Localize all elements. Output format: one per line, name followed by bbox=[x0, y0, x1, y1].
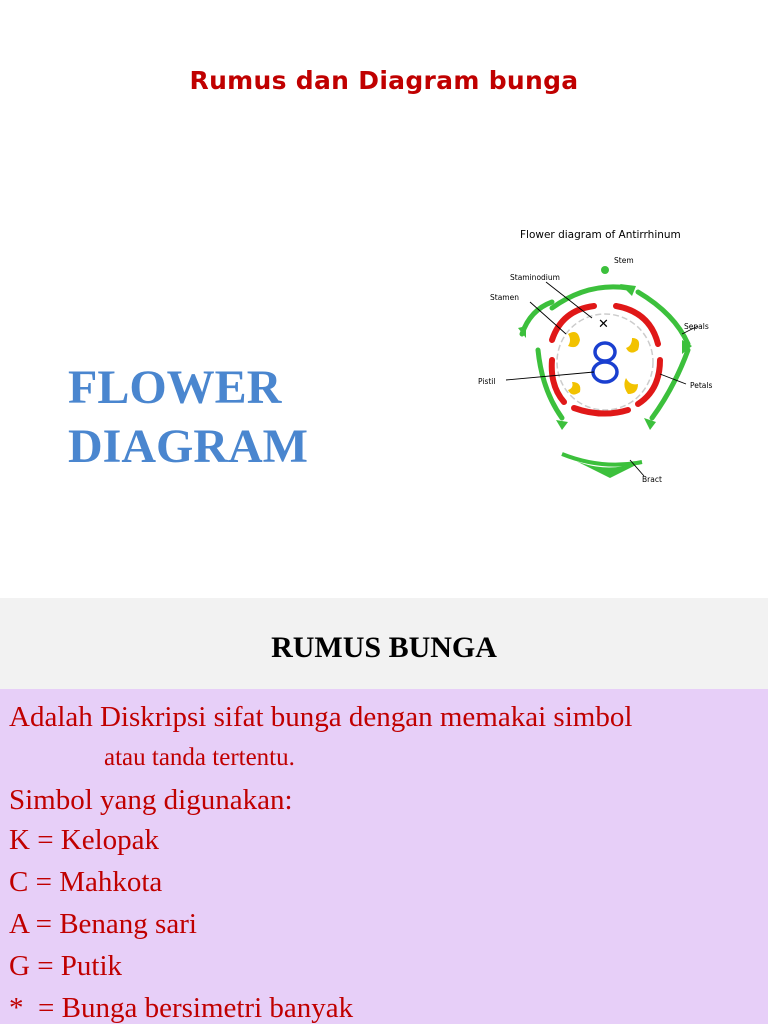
petal-top-right bbox=[616, 306, 658, 344]
text-line-definition-cont: atau tanda tertentu. bbox=[104, 744, 295, 771]
pistil bbox=[593, 343, 617, 382]
diagram-caption: Flower diagram of Antirrhinum bbox=[520, 229, 681, 241]
flower-diagram-figure bbox=[460, 222, 760, 490]
text-line-k: K = Kelopak bbox=[9, 824, 160, 856]
label-stamen: Stamen bbox=[490, 293, 519, 302]
stem-dot bbox=[601, 266, 609, 274]
label-stem: Stem bbox=[614, 256, 634, 265]
big-title bbox=[68, 358, 308, 476]
text-line-asterisk: * = Bunga bersimetri banyak bbox=[9, 992, 354, 1024]
stamen-2 bbox=[626, 338, 639, 353]
stamen-4 bbox=[624, 378, 638, 394]
big-title-line-2: DIAGRAM bbox=[68, 420, 308, 473]
sepals bbox=[522, 287, 688, 418]
label-pistil: Pistil bbox=[478, 377, 496, 386]
text-line-g: G = Putik bbox=[9, 950, 123, 982]
stamen-1 bbox=[568, 332, 580, 347]
text-line-c: C = Mahkota bbox=[9, 866, 163, 898]
big-title-line-1: FLOWER bbox=[68, 361, 282, 414]
slide-title: Rumus dan Diagram bunga bbox=[189, 66, 579, 95]
label-petals: Petals bbox=[690, 381, 713, 390]
staminodium-mark: ✕ bbox=[598, 317, 609, 332]
text-line-a: A = Benang sari bbox=[9, 908, 197, 940]
petal-bottom bbox=[574, 408, 628, 414]
text-line-symbols-intro: Simbol yang digunakan: bbox=[9, 784, 293, 816]
slide-rumus-bunga bbox=[0, 598, 768, 1024]
label-bract: Bract bbox=[642, 475, 662, 484]
text-line-definition: Adalah Diskripsi sifat bunga dengan memakai simbol bbox=[9, 701, 633, 733]
label-staminodium: Staminodium bbox=[510, 273, 560, 282]
stamen-3 bbox=[568, 382, 580, 395]
label-sepals: Sepals bbox=[684, 322, 709, 331]
slide2-heading: RUMUS BUNGA bbox=[271, 631, 497, 664]
